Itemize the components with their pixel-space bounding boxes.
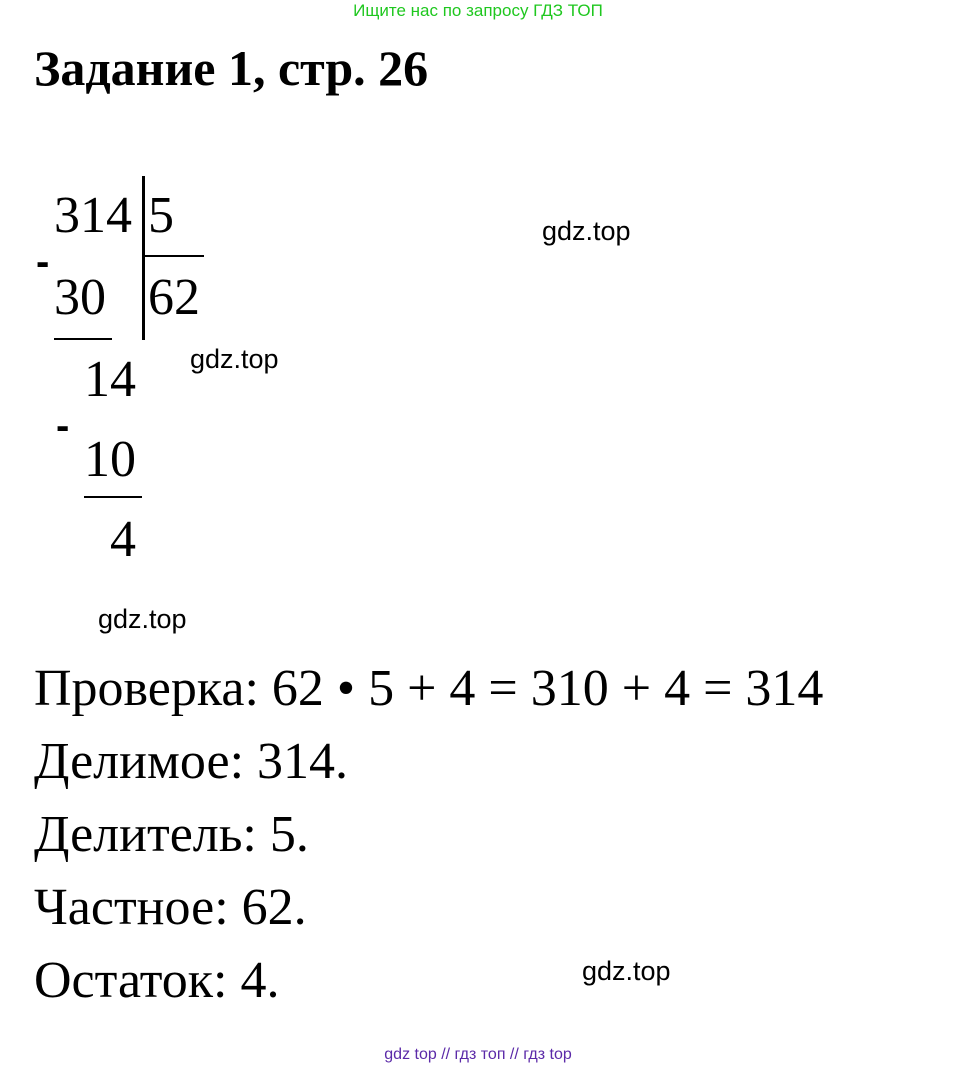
divisor-line: Делитель: 5.	[34, 806, 309, 863]
minus-sign-2: -	[56, 404, 70, 448]
task-title: Задание 1, стр. 26	[34, 40, 429, 96]
watermark: gdz.top	[190, 344, 279, 374]
final-remainder: 4	[110, 511, 136, 568]
footer-links: gdz top // гдз топ // гдз top	[384, 1046, 572, 1063]
dividend: 314	[54, 187, 132, 244]
dividend-line: Делимое: 314.	[34, 733, 349, 790]
division-bar-horizontal	[144, 255, 204, 257]
underline-1	[54, 338, 112, 340]
underline-2	[84, 496, 142, 498]
division-bar-vertical	[142, 176, 145, 340]
divisor: 5	[148, 187, 174, 244]
minus-sign-1: -	[36, 240, 50, 284]
quotient: 62	[148, 269, 200, 326]
quotient-line: Частное: 62.	[34, 879, 307, 936]
remainder-line: Остаток: 4.	[34, 952, 280, 1009]
watermark: gdz.top	[582, 956, 671, 986]
watermark: gdz.top	[98, 604, 187, 634]
top-banner: Ищите нас по запросу ГДЗ ТОП	[353, 1, 603, 20]
watermark: gdz.top	[542, 216, 631, 246]
first-subtrahend: 30	[54, 269, 106, 326]
first-remainder: 14	[84, 351, 136, 408]
second-subtrahend: 10	[84, 431, 136, 488]
check-line: Проверка: 62 • 5 + 4 = 310 + 4 = 314	[34, 660, 824, 717]
